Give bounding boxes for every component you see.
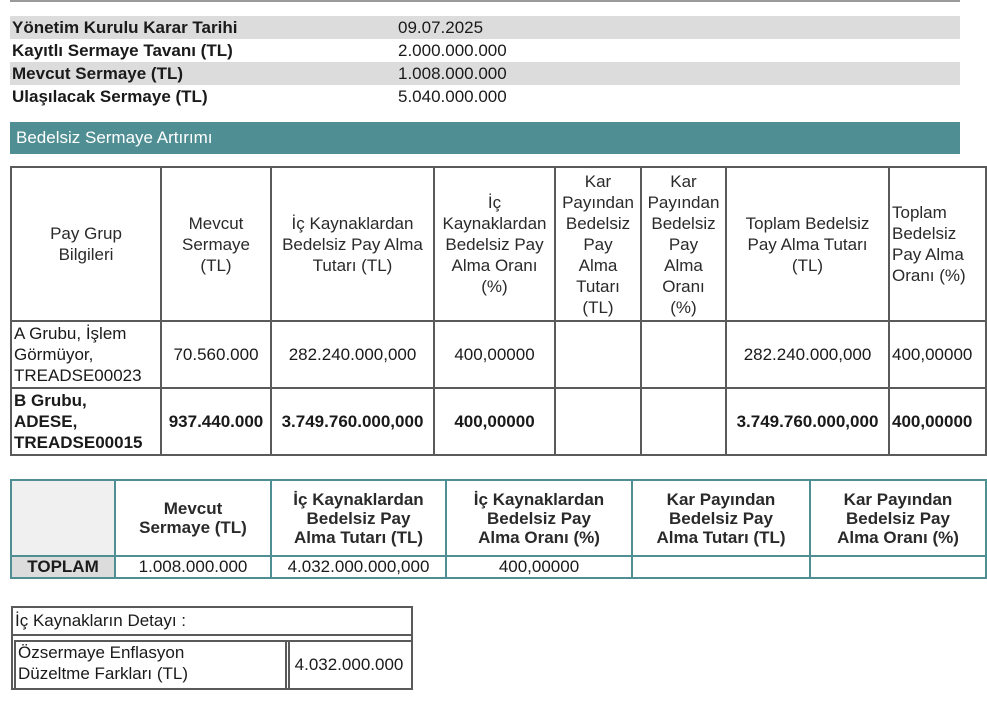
table-cell xyxy=(555,388,641,455)
total-row xyxy=(11,556,986,578)
header-cell: Kar Payından Bedelsiz Pay Alma Tutarı (TL) xyxy=(555,167,641,321)
table-cell: 400,00000 xyxy=(434,321,555,388)
total-cell xyxy=(632,556,810,578)
detail-value: 4.032.000.000 xyxy=(285,640,413,690)
info-label: Yönetim Kurulu Karar Tarihi xyxy=(12,18,238,37)
header-cell: Mevcut Sermaye (TL) xyxy=(161,167,271,321)
table-cell: 400,00000 xyxy=(889,321,986,388)
total-cell: 1.008.000.000 xyxy=(115,556,271,578)
header-cell: Pay Grup Bilgileri xyxy=(11,167,161,321)
table-cell: 282.240.000,000 xyxy=(271,321,434,388)
header-cell: Toplam Bedelsiz Pay Alma Oranı (%) xyxy=(889,167,986,321)
table-row xyxy=(11,388,986,455)
table-cell: 400,00000 xyxy=(889,388,986,455)
info-value: 09.07.2025 xyxy=(398,18,484,37)
info-row-target-capital xyxy=(10,85,960,108)
info-label: Kayıtlı Sermaye Tavanı (TL) xyxy=(12,41,233,60)
total-table xyxy=(10,479,987,579)
info-row-current-capital xyxy=(10,62,960,85)
group-cell: A Grubu, İşlem Görmüyor, TREADSE00023 xyxy=(11,321,161,388)
header-cell: İç Kaynaklardan Bedelsiz Pay Alma Oranı (%) xyxy=(446,480,632,556)
capital-increase-table xyxy=(10,166,987,456)
header-cell: İç Kaynaklardan Bedelsiz Pay Alma Oranı (%) xyxy=(434,167,555,321)
total-header-row xyxy=(11,480,986,556)
total-label: TOPLAM xyxy=(11,556,115,578)
header-cell: Mevcut Sermaye (TL) xyxy=(115,480,271,556)
table-cell: 400,00000 xyxy=(434,388,555,455)
top-divider xyxy=(10,0,960,2)
total-cell: 400,00000 xyxy=(446,556,632,578)
table-cell: 937.440.000 xyxy=(161,388,271,455)
detail-label: Özsermaye Enflasyon Düzeltme Farkları (TL) xyxy=(14,640,290,690)
table-cell xyxy=(555,321,641,388)
total-cell xyxy=(810,556,986,578)
table-cell xyxy=(641,321,726,388)
info-label: Mevcut Sermaye (TL) xyxy=(12,64,183,83)
header-cell-empty xyxy=(11,480,115,556)
table-header-row xyxy=(11,167,986,321)
table-row xyxy=(11,321,986,388)
header-cell: İç Kaynaklardan Bedelsiz Pay Alma Tutarı (TL) xyxy=(271,480,446,556)
info-value: 1.008.000.000 xyxy=(398,64,507,83)
header-cell: Kar Payından Bedelsiz Pay Alma Oranı (%) xyxy=(641,167,726,321)
decision-info xyxy=(10,16,960,108)
table-cell: 3.749.760.000,000 xyxy=(271,388,434,455)
detail-title: İç Kaynakların Detayı : xyxy=(15,611,187,630)
info-label: Ulaşılacak Sermaye (TL) xyxy=(12,87,208,106)
total-cell: 4.032.000.000,000 xyxy=(271,556,446,578)
info-row-registered-capital xyxy=(10,39,960,62)
table-cell: 3.749.760.000,000 xyxy=(726,388,889,455)
header-cell: İç Kaynaklardan Bedelsiz Pay Alma Tutarı (TL) xyxy=(271,167,434,321)
info-value: 5.040.000.000 xyxy=(398,87,507,106)
header-cell: Kar Payından Bedelsiz Pay Alma Oranı (%) xyxy=(810,480,986,556)
section-header: Bedelsiz Sermaye Artırımı xyxy=(10,122,960,154)
internal-resources-detail xyxy=(11,606,413,690)
table-cell: 70.560.000 xyxy=(161,321,271,388)
header-cell: Kar Payından Bedelsiz Pay Alma Tutarı (TL) xyxy=(632,480,810,556)
header-cell: Toplam Bedelsiz Pay Alma Tutarı (TL) xyxy=(726,167,889,321)
table-cell: 282.240.000,000 xyxy=(726,321,889,388)
detail-divider xyxy=(13,634,411,636)
info-row-decision-date xyxy=(10,16,960,39)
table-cell xyxy=(641,388,726,455)
info-value: 2.000.000.000 xyxy=(398,41,507,60)
group-cell: B Grubu, ADESE, TREADSE00015 xyxy=(11,388,161,455)
